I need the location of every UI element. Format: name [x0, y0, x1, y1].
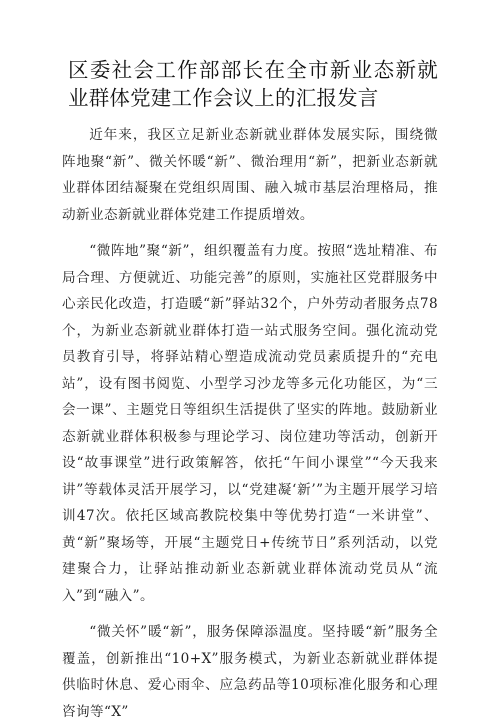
paragraph-micro-care: “微关怀”暖“新”，服务保障添温度。坚持暖“新”服务全覆盖，创新推出“10+X”服务模式，为新业态新就业群体提供临时休息、爱心雨伞、应急药品等10项标准化服务和心理咨询等“X” [62, 624, 438, 720]
document-title: 区委社会工作部部长在全市新业态新就业群体党建工作会议上的汇报发言 [68, 58, 438, 110]
paragraph-micro-position: “微阵地”聚“新”，组织覆盖有力度。按照“选址精准、布局合理、方便就近、功能完善”的原则，实施社区党群服务中心亲民化改造，打造暖“新”驿站32个，户外劳动者服务点78个，为新业态新就业群体打造一站式服务空间。强化流动党员教育引导，将驿站精心塑造成流动党员素质提升的“充电站”，设有图书阅览、小型学习沙龙等多元化功能区，为“三会一课”、主题党日等组织生活提供了坚实的阵地。鼓励新业态新就业群体积极参与理论学习、岗位建功等活动，创新开设“故事课堂”进行政策解答，依托“午间小课堂”“今天我来讲”等载体灵活开展学习，以“党建凝‘新’”为主题开展学习培训47次。依托区域高教院校集中等优势打造“一米讲堂”、黄“新”聚场等，开展“主题党日+传统节日”系列活动，以党建聚合力，让驿站推动新业态新就业群体流动党员从“流入”到“融入”。 [62, 243, 438, 604]
paragraph-intro: 近年来，我区立足新业态新就业群体发展实际，围绕微阵地聚“新”、微关怀暖“新”、微治理用“新”，把新业态新就业群体团结凝聚在党组织周围、融入城市基层治理格局，推动新业态新就业群体党建工作提质增效。 [62, 127, 438, 223]
